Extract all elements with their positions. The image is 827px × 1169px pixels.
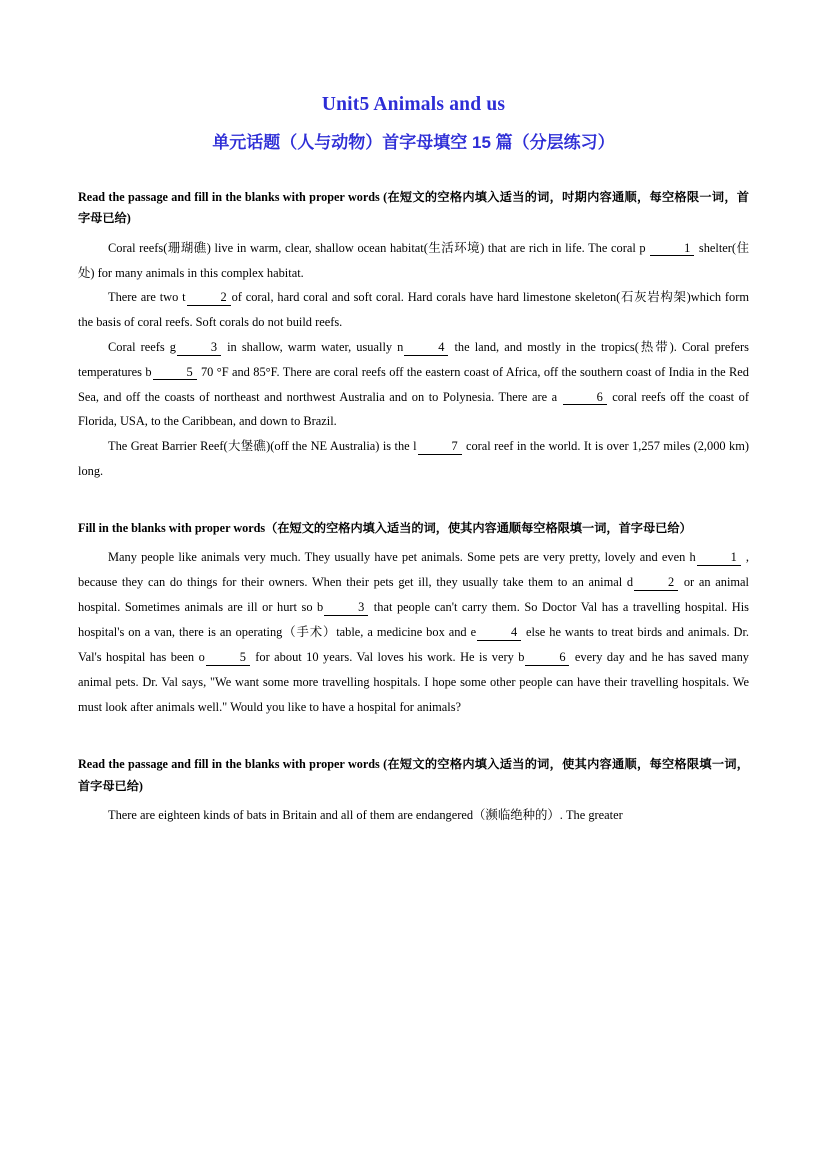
passage-section: [78, 754, 749, 828]
passage-text: coral reefs off the coast of Florida, USA, to the Caribbean, and down to Brazil.: [78, 389, 749, 429]
section-instruction: Read the passage and fill in the blanks with proper words (在短文的空格内填入适当的词，使其内容通顺，每空格限填一词，首字母已给): [78, 757, 749, 793]
passage-text: else he wants to treat birds and animals. Dr. Val's hospital has been o: [78, 625, 749, 665]
passage-text: for about 10 years. Val loves his work. He is very b: [250, 650, 525, 665]
answer-blank[interactable]: 6: [563, 391, 607, 406]
passage-text: in shallow, warm water, usually n: [222, 339, 404, 354]
passage-text: There are eighteen kinds of bats in Britain and all of them are endangered（濒临绝种的）. The greater: [108, 808, 623, 823]
passage-text: that people can't carry them. So Doctor Val has a travelling hospital. His hospital's on a van, there is an operating（手术）table, a medicine box and e: [78, 600, 749, 640]
passage-paragraph: [78, 434, 749, 484]
passage-text: 70 °F and 85°F. There are coral reefs off the eastern coast of Africa, off the southern coast of India in the Red Sea, and off the coasts of northeast and northwest Australia and on to Polynesia. There are a: [78, 364, 749, 404]
passage-section: [78, 518, 749, 721]
passage-paragraph: [78, 545, 749, 720]
answer-blank[interactable]: 7: [418, 440, 462, 455]
passage-paragraph: [78, 285, 749, 335]
answer-blank[interactable]: 5: [206, 651, 250, 666]
passage-paragraph: [78, 803, 749, 828]
passage-text: of coral, hard coral and soft coral. Hard corals have hard limestone skeleton(石灰岩构架)which form the basis of coral reefs. Soft corals do not build reefs.: [78, 290, 749, 330]
passage-paragraph: [78, 236, 749, 286]
passage-text: shelter(住处) for many animals in this complex habitat.: [78, 240, 749, 280]
passage-text: The Great Barrier Reef(大堡礁)(off the NE Australia) is the l: [108, 439, 417, 454]
passage-text: or an animal hospital. Sometimes animals are ill or hurt so b: [78, 575, 749, 615]
passage-body: [78, 236, 749, 484]
answer-blank[interactable]: 1: [697, 551, 741, 566]
answer-blank[interactable]: 2: [187, 291, 231, 306]
answer-blank[interactable]: 3: [177, 341, 221, 356]
passage-text: Many people like animals very much. They usually have pet animals. Some pets are very pretty, lovely and even h: [108, 550, 696, 565]
answer-blank[interactable]: 5: [153, 366, 197, 381]
passage-body: [78, 803, 749, 828]
passage-text: coral reef in the world. It is over 1,257 miles (2,000 km) long.: [78, 439, 749, 478]
passage-text: every day and he has saved many animal pets. Dr. Val says, "We want some more travelling hospitals. I hope some other people can have their travelling hospitals. We must look after animals well." Would you like to have a hospital for animals?: [78, 650, 749, 715]
answer-blank[interactable]: 3: [324, 601, 368, 616]
passage-text: Coral reefs(珊瑚礁) live in warm, clear, shallow ocean habitat(生活环境) that are rich in life. The coral p: [108, 240, 650, 255]
answer-blank[interactable]: 2: [634, 576, 678, 591]
passage-text: , because they can do things for their owners. When their pets get ill, they usually take them to an animal d: [78, 550, 749, 590]
answer-blank[interactable]: 4: [477, 626, 521, 641]
section-instruction: Read the passage and fill in the blanks with proper words (在短文的空格内填入适当的词，吋期内容通顺，每空格限一词，首字母已给): [78, 190, 749, 226]
passage-text: There are two t: [108, 290, 186, 305]
passage-body: [78, 545, 749, 720]
passage-section: [78, 187, 749, 484]
passage-text: the land, and mostly in the tropics(热带). Coral prefers temperatures b: [78, 339, 749, 379]
sections-container: [78, 187, 749, 828]
passage-text: Coral reefs g: [108, 339, 176, 354]
answer-blank[interactable]: 4: [404, 341, 448, 356]
page-title: Unit5 Animals and us: [321, 94, 506, 115]
passage-paragraph: [78, 335, 749, 434]
answer-blank[interactable]: 1: [650, 242, 694, 257]
section-instruction: Fill in the blanks with proper words（在短文的空格内填入适当的词，使其内容通顺每空格限填一词，首字母已给）: [78, 520, 692, 535]
page-subtitle: 单元话题（人与动物）首字母填空 15 篇（分层练习）: [212, 133, 615, 152]
answer-blank[interactable]: 6: [525, 651, 569, 666]
